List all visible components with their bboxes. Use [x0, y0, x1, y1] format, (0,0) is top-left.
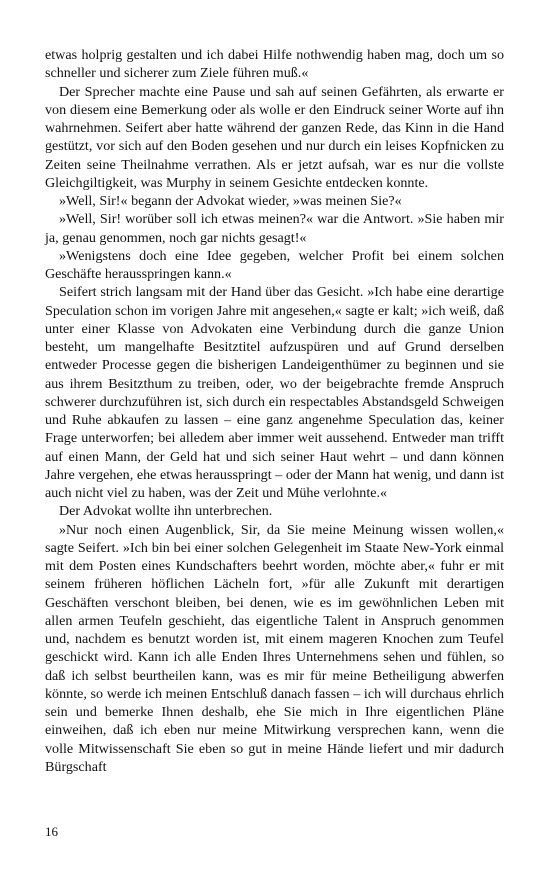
- paragraph: Seifert strich langsam mit der Hand über das Gesicht. »Ich habe eine derartige Speculation schon im vorigen Jahre mit angesehen,« sagte er kalt; »ich weiß, daß unter einer Klasse von Advokaten eine Verbindung durch die ganze Union besteht, um mangelhafte Besitztitel aufzuspüren und auf Grund derselben entweder Processe gegen die bisherigen Landeigenthümer zu beginnen und sie aus ihrem Besitzthum zu treiben, oder, wo der beigebrachte fremde Anspruch schwerer durchzuführen ist, sich durch ein respectables Abstandsgeld Schweigen und Ruhe abkaufen zu lassen – eine ganz angenehme Speculation das, keiner Frage unterworfen; bei alledem aber immer weit aussehend. Entweder man trifft auf einen Mann, der Geld hat und sich seiner Haut wehrt – und dann können Jahre vergehen, ehe etwas herausspringt – oder der Mann hat wenig, und dann ist auch nicht viel zu haben, was der Zeit und Mühe verlohnte.«: [45, 284, 504, 501]
- paragraph: Der Advokat wollte ihn unterbrechen.: [59, 503, 273, 520]
- body-text: [45, 46, 504, 776]
- page-number: 16: [45, 824, 58, 839]
- paragraph: »Wenigstens doch eine Idee gegeben, welcher Profit bei einem solchen Geschäfte herausspringen kann.«: [45, 247, 504, 282]
- paragraph: »Well, Sir! worüber soll ich etwas meinen?« war die Antwort. »Sie haben mir ja, genau genommen, noch gar nichts gesagt!«: [45, 211, 504, 246]
- paragraph: Der Sprecher machte eine Pause und sah auf seinen Gefährten, als erwarte er von diesem eine Bemerkung oder als wolle er den Eindruck seiner Worte auf ihn wahrnehmen. Seifert aber hatte während der ganzen Rede, das Kinn in die Hand gestützt, vor sich auf den Boden gesehen und nur durch ein leises Kopfnicken zu Zeiten seine Theilnahme verrathen. Als er jetzt aufsah, war es nur die vollste Gleichgiltigkeit, was Murphy in seinem Gesichte entdecken konnte.: [45, 83, 504, 191]
- paragraph: etwas holprig gestalten und ich dabei Hilfe nothwendig haben mag, doch um so schneller und sicherer zum Ziele führen muß.«: [45, 47, 504, 82]
- paragraph: »Well, Sir!« begann der Advokat wieder, »was meinen Sie?«: [59, 193, 402, 209]
- paragraph: »Nur noch einen Augenblick, Sir, da Sie meine Meinung wissen wollen,« sagte Seifert. »Ich bin bei einer solchen Gelegenheit im Staate New-York einmal mit dem Posten eines Kundschafters beehrt worden, möchte aber,« fuhr er mit seinem früheren höflichen Lächeln fort, »für alle Zukunft mit derartigen Geschäften verschont bleiben, bei denen, wie es im gewöhnlichen Leben mit allen armen Teufeln geschieht, das eigentliche Talent in Anspruch genommen und, nachdem es benutzt worden ist, mit einem mageren Knochen zum Teufel geschickt wird. Kann ich alle Enden Ihres Unternehmens sehen und fühlen, so daß ich selbst beurtheilen kann, was es mir für meine Betheiligung abwerfen könnte, so werde ich meinen Entschluß danach fassen – ich will durchaus ehrlich sein und bemerke Ihnen deshalb, ehe Sie mich in Ihre eigentlichen Pläne einweihen, daß ich eben nur meine Mitwirkung versprechen kann, wenn die volle Mitwissenschaft Sie eben so gut in meine Hände liefert und mir dadurch Bürgschaft: [45, 521, 504, 775]
